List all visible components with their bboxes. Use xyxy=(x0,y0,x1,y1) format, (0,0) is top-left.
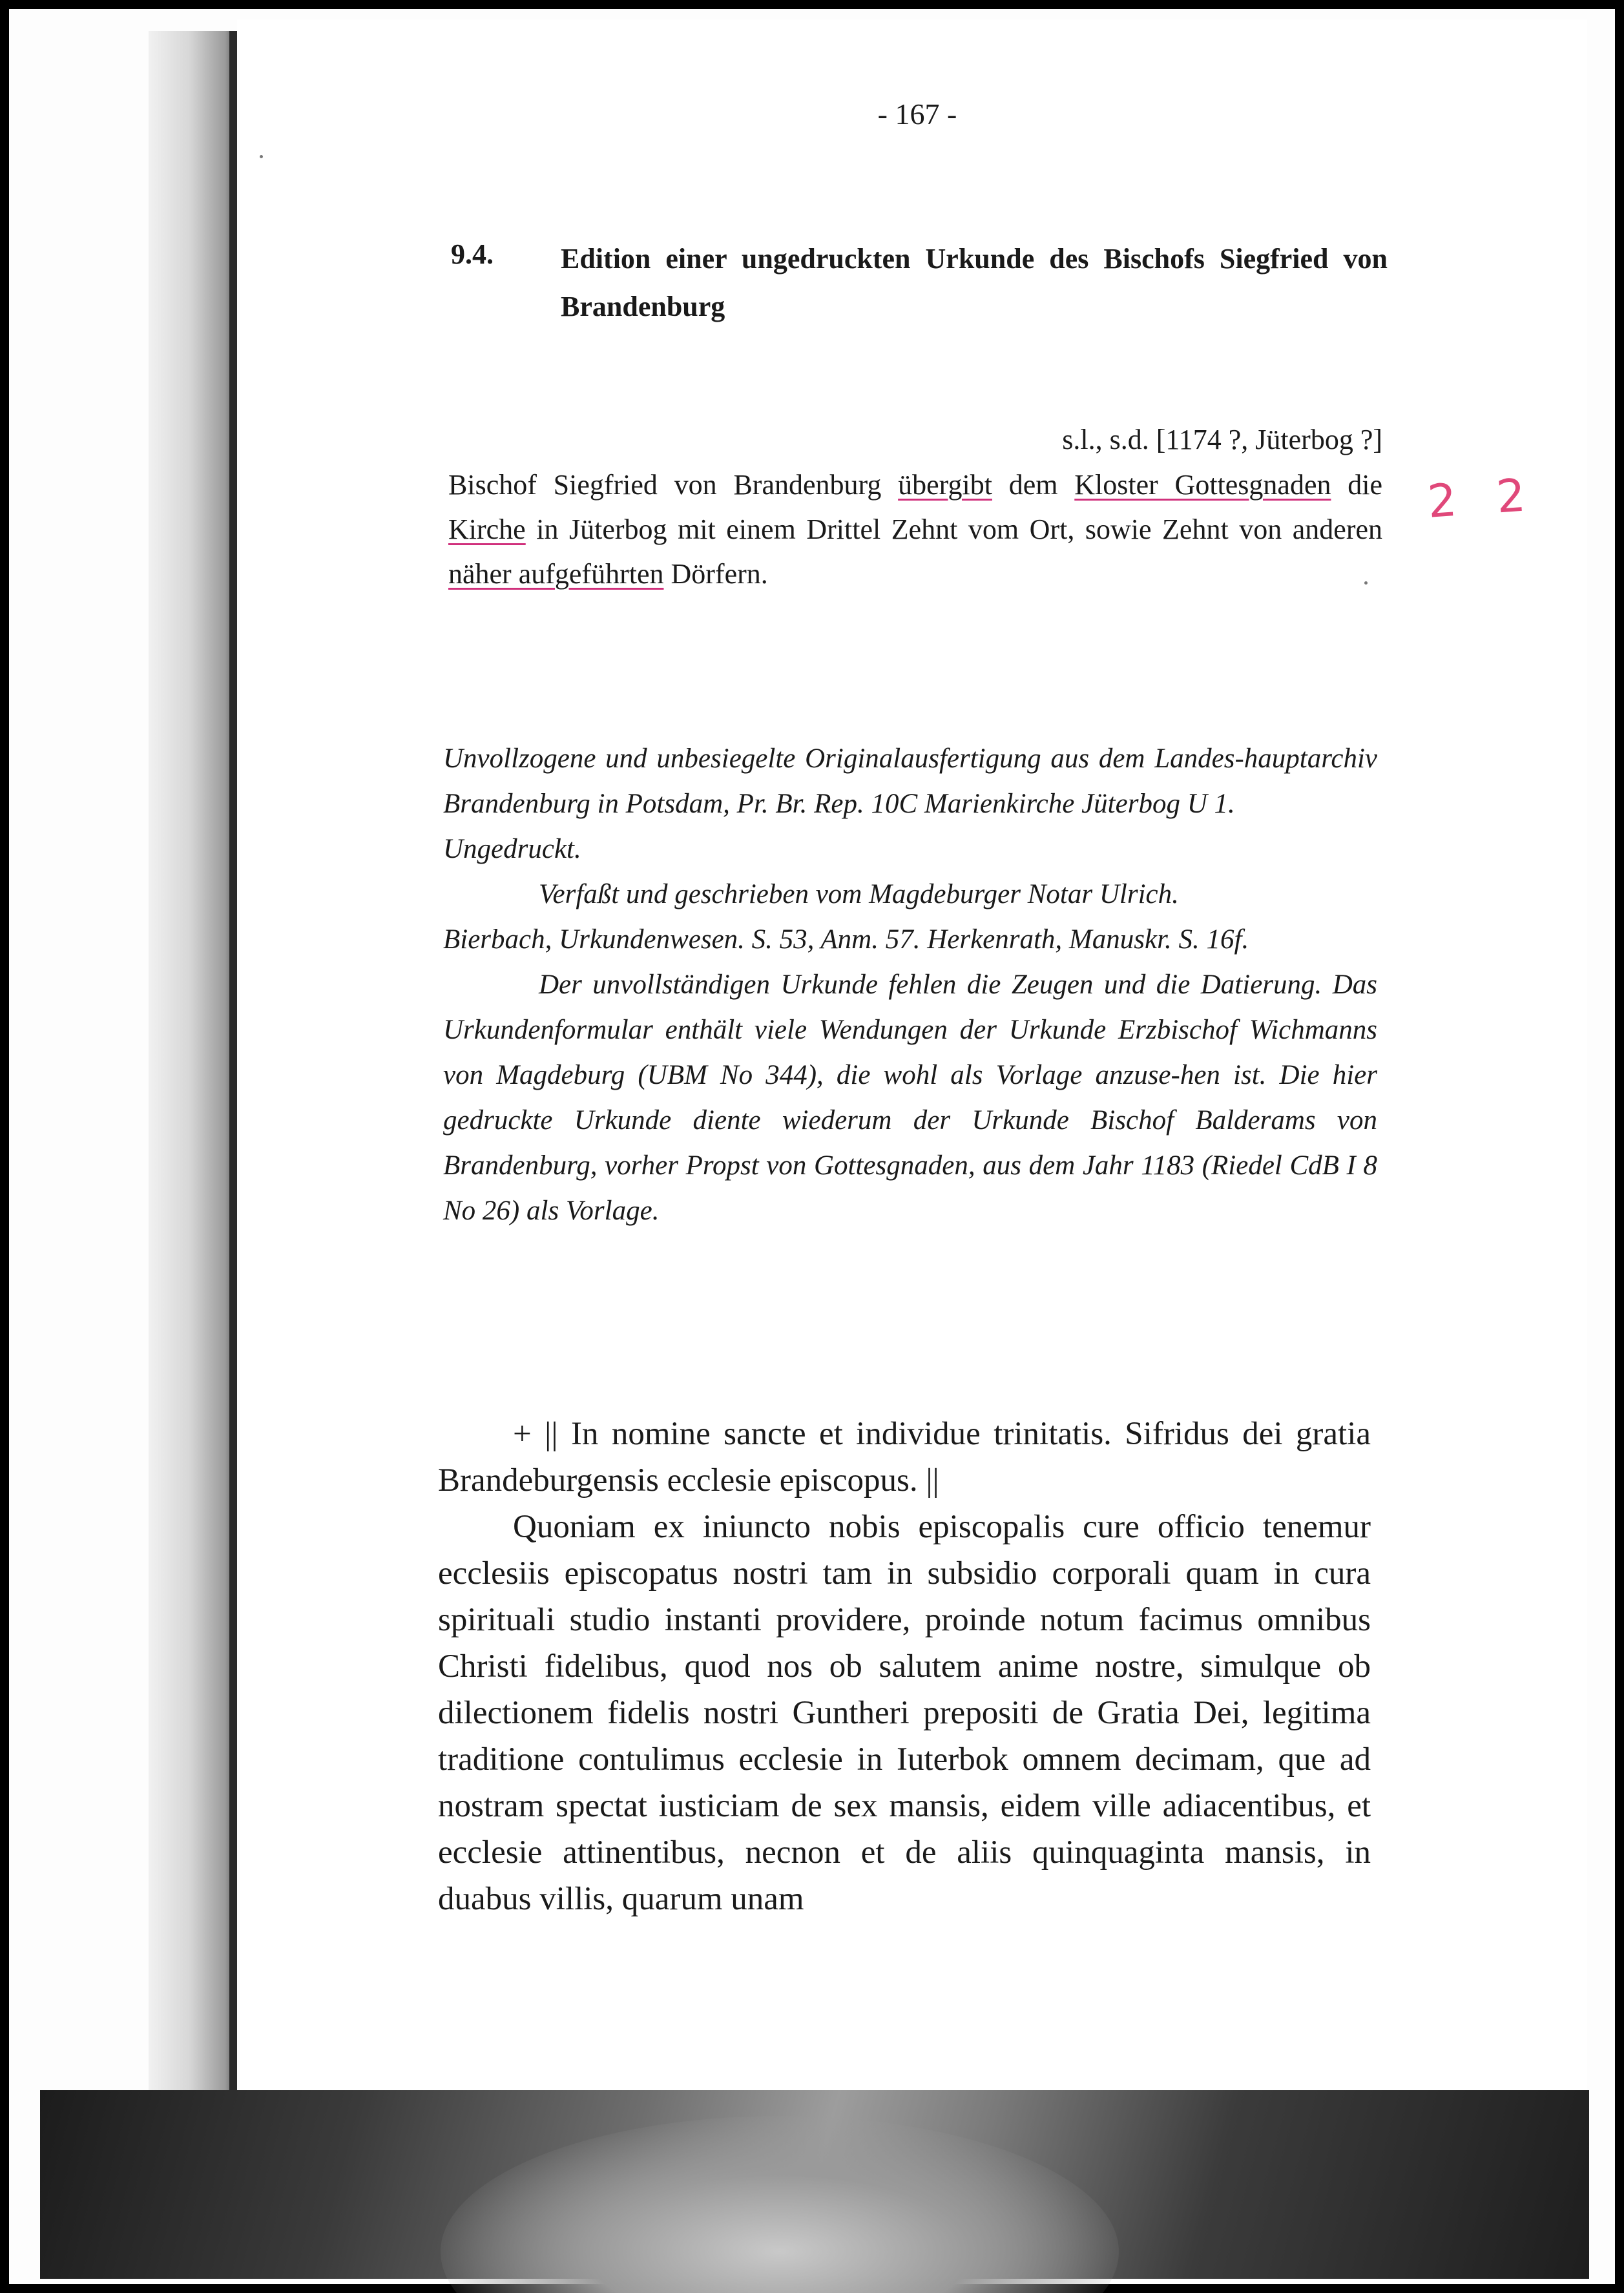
regest-summary xyxy=(448,462,1382,596)
regest-text: Dörfern. xyxy=(663,558,768,590)
scan-speck xyxy=(260,155,263,158)
scan-speck xyxy=(1364,581,1368,585)
charter-text xyxy=(438,1411,1371,1922)
underlined-word: Kirche xyxy=(448,514,526,545)
regest-text: in Jüterbog mit einem Drittel Zehnt vom Ort, sowie Zehnt von anderen xyxy=(525,514,1382,545)
printed-note: Ungedruckt. xyxy=(443,834,581,864)
page-number: - 167 - xyxy=(877,98,957,130)
editorial-notes xyxy=(443,736,1377,1234)
book-spine-edge xyxy=(229,31,237,2091)
book-spine-shadow xyxy=(149,31,239,2091)
underlined-phrase: näher aufgeführten xyxy=(448,558,664,590)
background-blur-shape xyxy=(441,2116,1119,2293)
section-number: 9.4. xyxy=(451,238,494,270)
underlined-word: übergibt xyxy=(898,469,992,501)
section-title: Edition einer ungedruckten Urkunde des Bischofs Siegfried von Brandenburg xyxy=(561,243,1388,322)
commentary-note: Der unvollständigen Urkunde fehlen die Zeugen und die Datierung. Das Urkundenformular enthält viele Wendungen der Urkunde Erzbischof Wichmanns von Magdeburg (UBM No 344), die wohl als Vorlage anzuse-hen ist. Die hier gedruckte Urkunde diente wiederum der Urkunde Bischof Balderams von Brandenburg, vorher Propst von Gottesgnaden, aus dem Jahr 1183 (Riedel CdB I 8 No 26) als Vorlage. xyxy=(443,970,1377,1226)
handwritten-margin-annotation: 2 2 xyxy=(1426,468,1540,528)
charter-body: Quoniam ex iniuncto nobis episcopalis cure officio tenemur ecclesiis episcopatus nostri tam in subsidio corporali quam in cura spirituali studio instanti providere, proinde notum facimus omnibus Christi fidelibus, quod nos ob salutem anime nostre, simulque ob dilectionem fidelis nostri Guntheri prepositi de Gratia Dei, legitima traditione contulimus ecclesie in Iuterbok omnem decimam, que ad nostram spectat iusticiam de sex mansis, eidem ville adiacentibus, et ecclesie attinentibus, necnon et de aliis quinquaginta mansis, in duabus villis, quarum unam xyxy=(438,1509,1371,1917)
charter-invocatio: + || In nomine sancte et individue trinitatis. Sifridus dei gratia Brandeburgensis ecclesie episcopus. || xyxy=(438,1416,1371,1499)
regest-text: die xyxy=(1331,469,1382,501)
regest-text: dem xyxy=(992,469,1075,501)
author-note: Verfaßt und geschrieben vom Magdeburger Notar Ulrich. xyxy=(539,879,1179,909)
literature-note: Bierbach, Urkundenwesen. S. 53, Anm. 57. Herkenrath, Manuskr. S. 16f. xyxy=(443,924,1249,955)
source-note: Unvollzogene und unbesiegelte Originalausfertigung aus dem Landes-hauptarchiv Brandenburg in Potsdam, Pr. Br. Rep. 10C Marienkirche Jüterbog U 1. xyxy=(443,743,1377,819)
scanner-background-photo xyxy=(40,2090,1589,2279)
underlined-phrase: Kloster Gottesgnaden xyxy=(1074,469,1331,501)
regest-text: Bischof Siegfried von Brandenburg xyxy=(448,469,899,501)
charter-dateline: s.l., s.d. [1174 ?, Jüterbog ?] xyxy=(1062,424,1382,455)
